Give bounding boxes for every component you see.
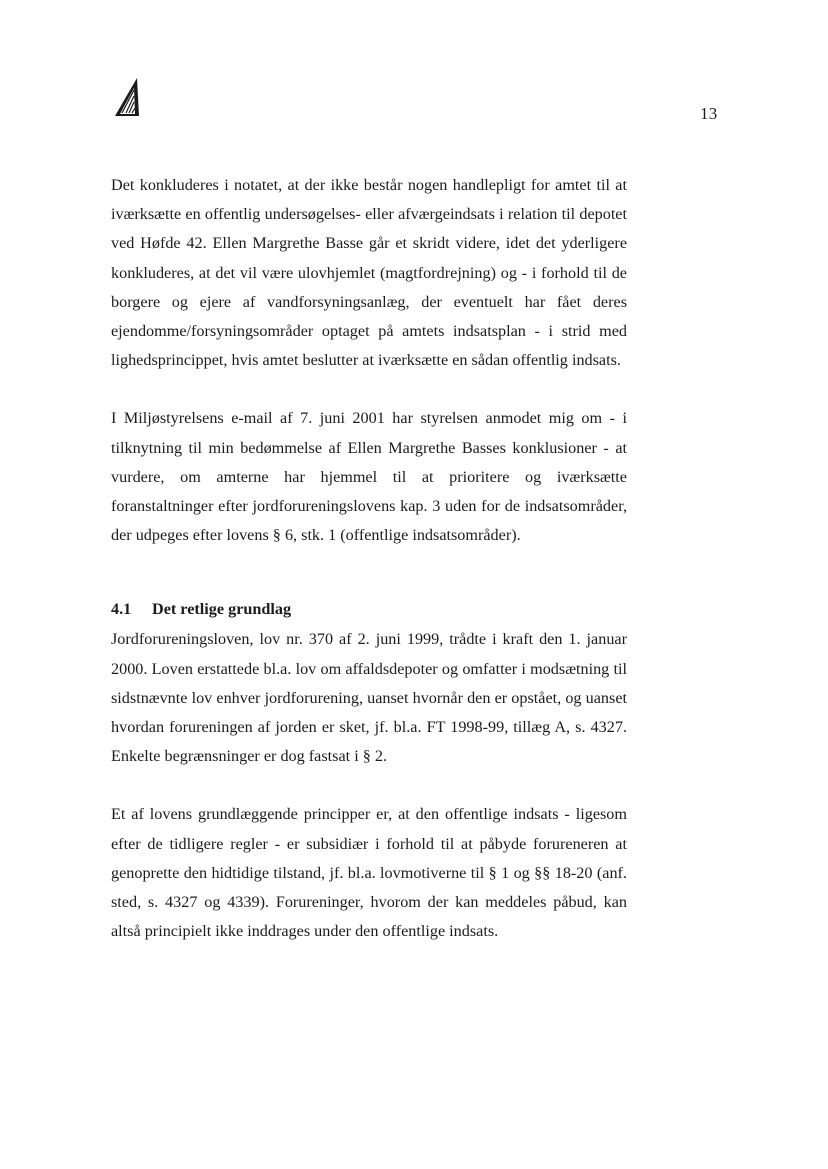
document-body xyxy=(111,171,627,946)
page-number: 13 xyxy=(700,104,718,123)
triangle-logo-icon xyxy=(114,76,140,118)
paragraph-legal-basis: Jordforureningsloven, lov nr. 370 af 2. juni 1999, trådte i kraft den 1. januar 2000. Loven erstattede bl.a. lov om affaldsdepoter og omfatter i modsætning til sidstnævnte lov enhver jordforurening, uanset hvornår den er opstået, og uanset hvordan forureningen af jorden er sket, jf. bl.a. FT 1998-99, tillæg A, s. 4327. Enkelte begrænsninger er dog fastsat i § 2. xyxy=(111,630,627,766)
section-number: 4.1 xyxy=(111,600,132,619)
section-title: Det retlige grundlag xyxy=(152,600,292,619)
paragraph-email-request: I Miljøstyrelsens e-mail af 7. juni 2001 har styrelsen anmodet mig om - i tilknytning til min bedømmelse af Ellen Margrethe Basses konklusioner - at vurdere, om amterne har hjemmel til at prioritere og iværksætte foranstaltninger efter jordforureningslovens kap. 3 uden for de indsatsområder, der udpeges efter lovens § 6, stk. 1 (offentlige indsatsområder). xyxy=(111,409,627,545)
section-heading xyxy=(111,597,627,625)
paragraph-principles: Et af lovens grundlæggende principper er, at den offentlige indsats - ligesom efter de tidligere regler - er subsidiær i forhold til at påbyde forureneren at genoprette den hidtidige tilstand, jf. bl.a. lovmotiverne til § 1 og §§ 18-20 (anf. sted, s. 4327 og 4339). Forureninger, hvorom der kan meddeles påbud, kan altså principielt ikke inddrages under den offentlige indsats. xyxy=(111,805,627,941)
paragraph-conclusion: Det konkluderes i notatet, at der ikke består nogen handlepligt for amtet til at iværksætte en offentlig undersøgelses- eller afværgeindsats i relation til depotet ved Høfde 42. Ellen Margrethe Basse går et skridt videre, idet det yderligere konkluderes, at det vil være ulovhjemlet (magtfordrejning) og - i forhold til de borgere og ejere af vandforsyningsanlæg, der eventuelt har fået deres ejendomme/forsyningsområder optaget på amtets indsatsplan - i strid med lighedsprincippet, hvis amtet beslutter at iværksætte en sådan offentlig indsats. xyxy=(111,176,627,370)
